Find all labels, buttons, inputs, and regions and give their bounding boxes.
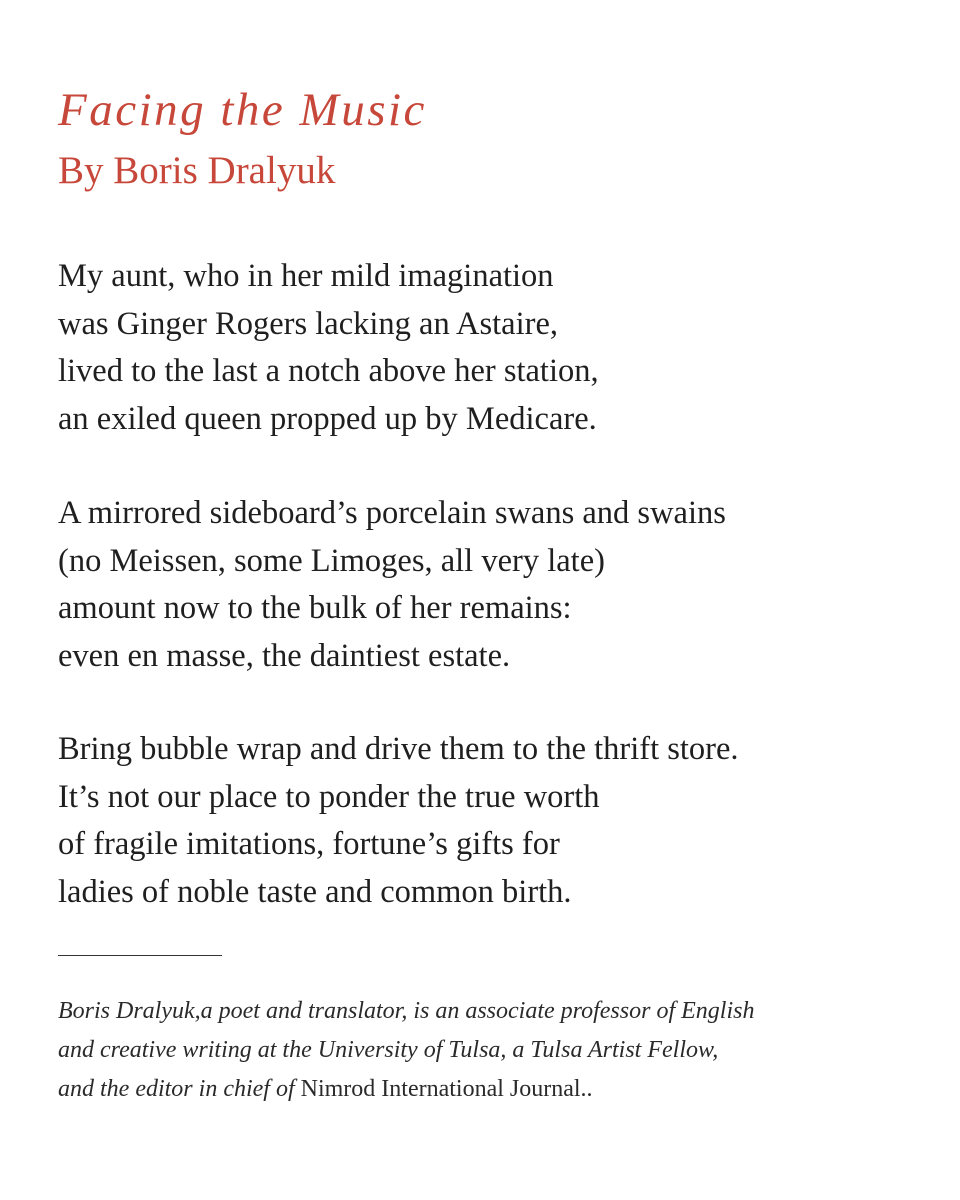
stanza-1 [58,253,599,443]
journal-name: Nimrod International Journal.. [300,1076,593,1102]
poem-line: amount now to the bulk of her remains: [58,590,572,626]
poem-line: of fragile imitations, fortune’s gifts for [58,826,560,862]
poem-line: ladies of noble taste and common birth. [58,873,572,910]
stanza-2 [58,490,726,680]
poem-line: even en masse, the daintiest estate. [58,637,511,674]
poem-line: was Ginger Rogers lacking an Astaire, [58,305,559,342]
stanza-3 [58,726,739,916]
poem-page [58,0,938,1200]
poem-line: My aunt, who in her mild imagination [58,258,554,294]
poem-line: A mirrored sideboard’s porcelain swans and swains [58,495,726,531]
poem-line: Bring bubble wrap and drive them to the thrift store. [58,731,739,767]
poem-line: It’s not our place to ponder the true worth [58,778,600,815]
bio-italic-text: and the editor in chief of [58,1076,301,1102]
bio-line: and creative writing at the University of Tulsa, a Tulsa Artist Fellow, [58,1037,719,1063]
author-bio [58,992,918,1109]
poem-line: (no Meissen, some Limoges, all very late) [58,542,605,579]
bio-line [58,1070,918,1109]
poem-byline: By Boris Dralyuk [58,149,336,192]
section-divider [58,955,222,956]
poem-line: an exiled queen propped up by Medicare. [58,400,597,437]
poem-line: lived to the last a notch above her station, [58,353,599,389]
bio-line: Boris Dralyuk,a poet and translator, is an associate professor of English [58,998,755,1024]
poem-title: Facing the Music [58,84,427,136]
